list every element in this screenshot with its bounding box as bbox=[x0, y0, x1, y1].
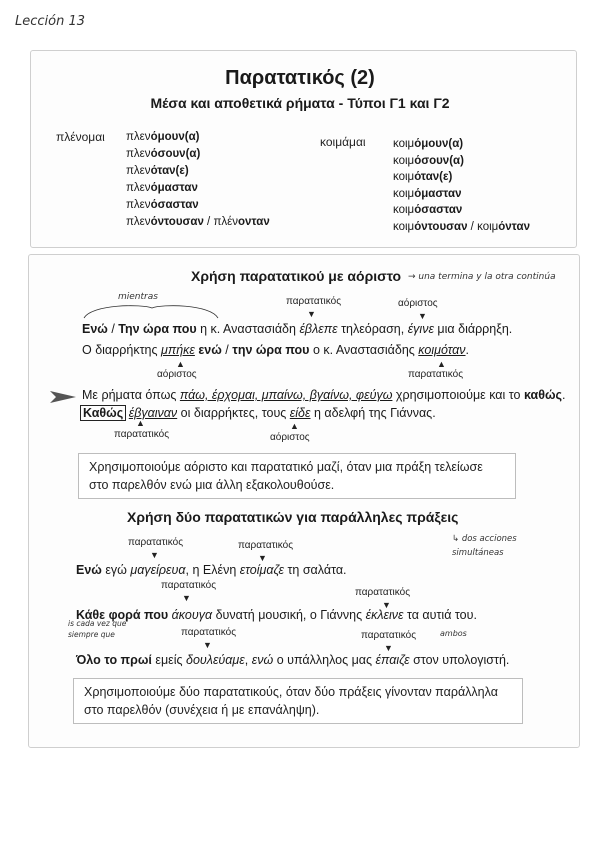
conjugation-form: κοιμόσασταν bbox=[393, 204, 463, 216]
example-sentence-s3-3: Όλο το πρωί εμείς δουλεύαμε, ενώ ο υπάλληλος μας έπαιζε στον υπολογιστή. bbox=[76, 653, 510, 667]
page-subtitle: Μέσα και αποθετικά ρήματα - Τύποι Γ1 και Γ2 bbox=[150, 95, 450, 111]
example-sentence-s2-1: Ενώ / Την ώρα που η κ. Αναστασιάδη έβλεπε τηλεόραση, έγινε μια διάρρηξη. bbox=[82, 322, 513, 336]
arrow-down-icon: ▼ bbox=[182, 593, 191, 603]
conjugation-form: πλενόταν(ε) bbox=[126, 165, 189, 177]
label-imperfect-9: παρατατικός bbox=[361, 630, 417, 641]
handwritten-lesson-header: Lección 13 bbox=[15, 14, 86, 29]
conjugation-form: κοιμόντουσαν / κοιμόνταν bbox=[393, 220, 530, 233]
label-imperfect-1: παρατατικός bbox=[286, 296, 342, 307]
page-title: Παρατατικός (2) bbox=[225, 67, 375, 89]
arrow-down-icon: ▼ bbox=[307, 309, 316, 319]
handnote-one-ends-other-continues: → una termina y la otra continúa bbox=[408, 272, 556, 282]
handnote-mientras: mientras bbox=[118, 292, 158, 302]
conjugation-form: πλενόσουν(α) bbox=[126, 148, 201, 160]
label-imperfect-4: παρατατικός bbox=[128, 537, 184, 548]
arrow-down-icon: ▼ bbox=[384, 643, 393, 653]
label-imperfect-7: παρατατικός bbox=[355, 587, 411, 598]
label-aorist-1: αόριστος bbox=[398, 298, 438, 309]
pointer-arrow-icon bbox=[50, 389, 78, 405]
label-imperfect-3: παρατατικός bbox=[114, 429, 170, 440]
label-imperfect-6: παρατατικός bbox=[161, 580, 217, 591]
arrow-up-icon: ▲ bbox=[176, 359, 185, 369]
handnote-bracket bbox=[82, 300, 222, 320]
label-imperfect-8: παρατατικός bbox=[181, 627, 237, 638]
conjugation-form: κοιμόμασταν bbox=[393, 187, 462, 200]
arrow-down-icon: ▼ bbox=[418, 311, 427, 321]
conjugation-form: κοιμόμουν(α) bbox=[393, 138, 464, 150]
section-title-two-imperfects: Χρήση δύο παρατατικών για παράλληλες πράξεις bbox=[127, 509, 459, 525]
conjugation-form: πλενόντουσαν / πλένονταν bbox=[126, 216, 270, 228]
rule-note-two-imperfects: Χρησιμοποιούμε δύο παρατατικούς, όταν δύο πράξεις γίνονταν παράλληλα στο παρελθόν (συνέχεια ή με επανάληψη). bbox=[73, 678, 523, 724]
example-sentence-s3-2: Κάθε φορά που άκουγα δυνατή μουσική, ο Γιάννης έκλεινε τα αυτιά του. bbox=[76, 608, 477, 622]
arrow-down-icon: ▼ bbox=[382, 600, 391, 610]
arrow-up-icon: ▲ bbox=[136, 418, 145, 428]
arrow-up-icon: ▲ bbox=[290, 421, 299, 431]
rule-note-imperfect-with-aorist: Χρησιμοποιούμε αόριστο και παρατατικό μαζί, όταν μια πράξη τελείωσε στο παρελθόν ενώ μια άλλη εξακολουθούσε. bbox=[78, 453, 516, 499]
verb-lemma-koimamai: κοιμάμαι bbox=[320, 135, 366, 149]
arrow-down-icon: ▼ bbox=[258, 553, 267, 563]
verb-lemma-plenomai: πλένομαι bbox=[56, 130, 105, 144]
conjugation-form: κοιμόταν(ε) bbox=[393, 171, 453, 183]
section-title-imperfect-with-aorist: Χρήση παρατατικού με αόριστο bbox=[191, 268, 402, 284]
label-imperfect-5: παρατατικός bbox=[238, 540, 294, 551]
example-sentence-s2-4: Καθώς έβγαιναν οι διαρρήκτες, τους είδε η αδελφή της Γιάννας. bbox=[80, 406, 436, 420]
example-sentence-s2-3: Με ρήματα όπως πάω, έρχομαι, μπαίνω, βγαίνω, φεύγω χρησιμοποιούμε και το καθώς. bbox=[82, 388, 566, 402]
conjugation-form: πλενόμουν(α) bbox=[126, 131, 200, 143]
conjugation-form: πλενόσασταν bbox=[126, 199, 199, 211]
conjugation-form: κοιμόσουν(α) bbox=[393, 154, 464, 167]
label-aorist-3: αόριστος bbox=[270, 432, 310, 443]
handnote-every-time: is cada vez que siempre que bbox=[68, 619, 127, 639]
label-imperfect-2: παρατατικός bbox=[408, 369, 464, 380]
label-aorist-2: αόριστος bbox=[157, 369, 197, 380]
arrow-down-icon: ▼ bbox=[203, 640, 212, 650]
handnote-both: ambos bbox=[440, 629, 467, 638]
handnote-simultaneous-actions: ↳ dos acciones simultáneas bbox=[452, 534, 517, 558]
arrow-up-icon: ▲ bbox=[437, 359, 446, 369]
example-sentence-s3-1: Ενώ εγώ μαγείρευα, η Ελένη ετοίμαζε τη σαλάτα. bbox=[76, 563, 347, 577]
example-sentence-s2-2: Ο διαρρήκτης μπήκε ενώ / την ώρα που ο κ. Αναστασιάδης κοιμόταν. bbox=[82, 343, 470, 357]
arrow-down-icon: ▼ bbox=[150, 550, 159, 560]
conjugation-form: πλενόμασταν bbox=[126, 182, 198, 194]
